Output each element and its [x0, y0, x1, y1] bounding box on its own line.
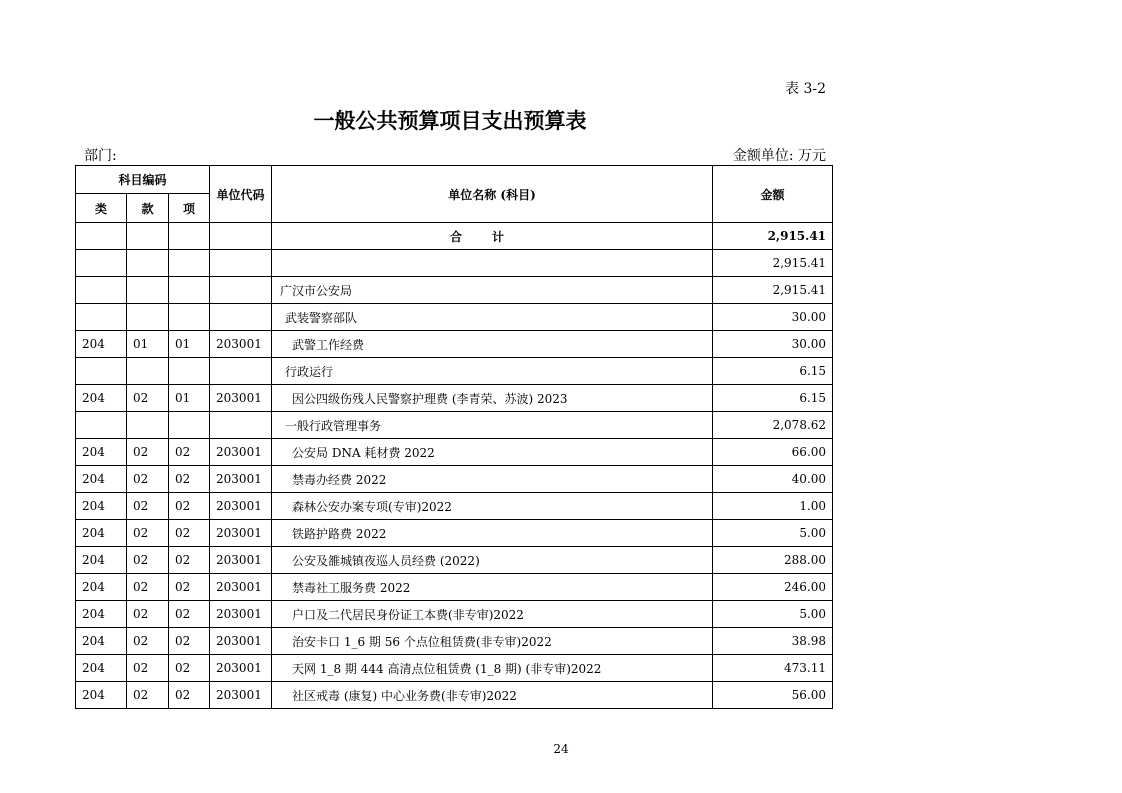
- total-row: [76, 223, 833, 250]
- amount-cell: 6.15: [713, 358, 833, 385]
- table-row: [76, 250, 833, 277]
- page-number: 24: [553, 742, 569, 756]
- unit-code-cell: [210, 412, 272, 439]
- item-code-cell: 02: [169, 574, 210, 601]
- section-code-cell: 02: [127, 574, 169, 601]
- department-label: 部门:: [84, 148, 117, 164]
- header-item: 项: [169, 194, 210, 223]
- unit-name-cell: 因公四级伤残人民警察护理费 (李青荣、苏波) 2023: [272, 385, 713, 412]
- section-code-cell: 02: [127, 547, 169, 574]
- amount-cell: 2,078.62: [713, 412, 833, 439]
- unit-name-cell: [272, 250, 713, 277]
- section-code-cell: 02: [127, 385, 169, 412]
- unit-code-cell: 203001: [210, 601, 272, 628]
- section-code-cell: 02: [127, 466, 169, 493]
- header-subject-code: 科目编码: [76, 166, 210, 194]
- table-number: 表 3-2: [785, 81, 826, 97]
- table-body: [76, 223, 833, 709]
- unit-name-cell: 广汉市公安局: [272, 277, 713, 304]
- total-code-cell: [210, 223, 272, 250]
- header-unit-code: 单位代码: [210, 166, 272, 223]
- section-code-cell: 02: [127, 601, 169, 628]
- header-section: 款: [127, 194, 169, 223]
- unit-name-cell: 天网 1_8 期 444 高清点位租赁费 (1_8 期) (非专审)2022: [272, 655, 713, 682]
- total-label: 合计: [272, 223, 713, 250]
- table-row: [76, 493, 833, 520]
- item-code-cell: [169, 304, 210, 331]
- section-code-cell: [127, 304, 169, 331]
- item-code-cell: [169, 358, 210, 385]
- unit-name-cell: 一般行政管理事务: [272, 412, 713, 439]
- class-code-cell: 204: [76, 628, 127, 655]
- amount-cell: 56.00: [713, 682, 833, 709]
- class-code-cell: 204: [76, 520, 127, 547]
- table-row: [76, 412, 833, 439]
- unit-name-cell: 禁毒办经费 2022: [272, 466, 713, 493]
- item-code-cell: 02: [169, 601, 210, 628]
- unit-name-cell: 禁毒社工服务费 2022: [272, 574, 713, 601]
- class-code-cell: 204: [76, 385, 127, 412]
- item-code-cell: 02: [169, 520, 210, 547]
- section-code-cell: 02: [127, 628, 169, 655]
- item-code-cell: 02: [169, 466, 210, 493]
- total-section-cell: [127, 223, 169, 250]
- item-code-cell: 01: [169, 385, 210, 412]
- class-code-cell: 204: [76, 574, 127, 601]
- unit-code-cell: 203001: [210, 655, 272, 682]
- unit-code-cell: 203001: [210, 547, 272, 574]
- unit-name-cell: 社区戒毒 (康复) 中心业务费(非专审)2022: [272, 682, 713, 709]
- header-amount: 金额: [713, 166, 833, 223]
- unit-name-cell: 铁路护路费 2022: [272, 520, 713, 547]
- item-code-cell: 02: [169, 682, 210, 709]
- unit-code-cell: [210, 250, 272, 277]
- page-title: 一般公共预算项目支出预算表: [313, 108, 587, 133]
- unit-code-cell: 203001: [210, 385, 272, 412]
- class-code-cell: 204: [76, 331, 127, 358]
- amount-cell: 38.98: [713, 628, 833, 655]
- table-row: [76, 682, 833, 709]
- section-code-cell: [127, 277, 169, 304]
- unit-code-cell: 203001: [210, 628, 272, 655]
- amount-cell: 40.00: [713, 466, 833, 493]
- item-code-cell: [169, 250, 210, 277]
- amount-unit-label: 金额单位: 万元: [732, 148, 826, 164]
- class-code-cell: 204: [76, 682, 127, 709]
- unit-code-cell: 203001: [210, 682, 272, 709]
- table-row: [76, 466, 833, 493]
- amount-cell: 66.00: [713, 439, 833, 466]
- amount-cell: 246.00: [713, 574, 833, 601]
- item-code-cell: 02: [169, 655, 210, 682]
- header-unit-name: 单位名称 (科目): [272, 166, 713, 223]
- unit-name-cell: 公安局 DNA 耗材费 2022: [272, 439, 713, 466]
- unit-name-cell: 公安及雒城镇夜巡人员经费 (2022): [272, 547, 713, 574]
- amount-cell: 30.00: [713, 304, 833, 331]
- section-code-cell: [127, 412, 169, 439]
- class-code-cell: 204: [76, 466, 127, 493]
- item-code-cell: 02: [169, 439, 210, 466]
- class-code-cell: 204: [76, 655, 127, 682]
- item-code-cell: 02: [169, 628, 210, 655]
- total-item-cell: [169, 223, 210, 250]
- class-code-cell: [76, 250, 127, 277]
- unit-code-cell: 203001: [210, 520, 272, 547]
- unit-code-cell: 203001: [210, 466, 272, 493]
- unit-name-cell: 行政运行: [272, 358, 713, 385]
- table-row: [76, 439, 833, 466]
- class-code-cell: 204: [76, 493, 127, 520]
- unit-code-cell: 203001: [210, 439, 272, 466]
- table-row: [76, 601, 833, 628]
- amount-cell: 288.00: [713, 547, 833, 574]
- section-code-cell: 02: [127, 439, 169, 466]
- amount-cell: 2,915.41: [713, 277, 833, 304]
- item-code-cell: [169, 412, 210, 439]
- table-row: [76, 520, 833, 547]
- unit-name-cell: 户口及二代居民身份证工本费(非专审)2022: [272, 601, 713, 628]
- class-code-cell: [76, 358, 127, 385]
- section-code-cell: 02: [127, 655, 169, 682]
- unit-name-cell: 森林公安办案专项(专审)2022: [272, 493, 713, 520]
- class-code-cell: 204: [76, 439, 127, 466]
- table-row: [76, 574, 833, 601]
- section-code-cell: [127, 250, 169, 277]
- unit-name-cell: 治安卡口 1_6 期 56 个点位租赁费(非专审)2022: [272, 628, 713, 655]
- section-code-cell: 02: [127, 520, 169, 547]
- unit-code-cell: [210, 358, 272, 385]
- amount-cell: 473.11: [713, 655, 833, 682]
- class-code-cell: 204: [76, 547, 127, 574]
- table-row: [76, 331, 833, 358]
- table-row: [76, 358, 833, 385]
- item-code-cell: 01: [169, 331, 210, 358]
- unit-code-cell: 203001: [210, 574, 272, 601]
- table-row: [76, 385, 833, 412]
- unit-name-cell: 武警工作经费: [272, 331, 713, 358]
- item-code-cell: 02: [169, 547, 210, 574]
- class-code-cell: [76, 277, 127, 304]
- total-amount: 2,915.41: [713, 223, 833, 250]
- table-row: [76, 304, 833, 331]
- table-row: [76, 277, 833, 304]
- budget-table: [75, 165, 833, 709]
- unit-code-cell: [210, 304, 272, 331]
- item-code-cell: [169, 277, 210, 304]
- amount-cell: 2,915.41: [713, 250, 833, 277]
- table-header-row: [76, 166, 833, 194]
- table-row: [76, 655, 833, 682]
- amount-cell: 1.00: [713, 493, 833, 520]
- item-code-cell: 02: [169, 493, 210, 520]
- section-code-cell: 01: [127, 331, 169, 358]
- amount-cell: 5.00: [713, 520, 833, 547]
- class-code-cell: [76, 412, 127, 439]
- amount-cell: 5.00: [713, 601, 833, 628]
- section-code-cell: [127, 358, 169, 385]
- amount-cell: 6.15: [713, 385, 833, 412]
- header-class: 类: [76, 194, 127, 223]
- table-row: [76, 547, 833, 574]
- total-class-cell: [76, 223, 127, 250]
- unit-code-cell: 203001: [210, 331, 272, 358]
- section-code-cell: 02: [127, 493, 169, 520]
- class-code-cell: [76, 304, 127, 331]
- table-row: [76, 628, 833, 655]
- section-code-cell: 02: [127, 682, 169, 709]
- amount-cell: 30.00: [713, 331, 833, 358]
- unit-code-cell: [210, 277, 272, 304]
- unit-code-cell: 203001: [210, 493, 272, 520]
- unit-name-cell: 武装警察部队: [272, 304, 713, 331]
- class-code-cell: 204: [76, 601, 127, 628]
